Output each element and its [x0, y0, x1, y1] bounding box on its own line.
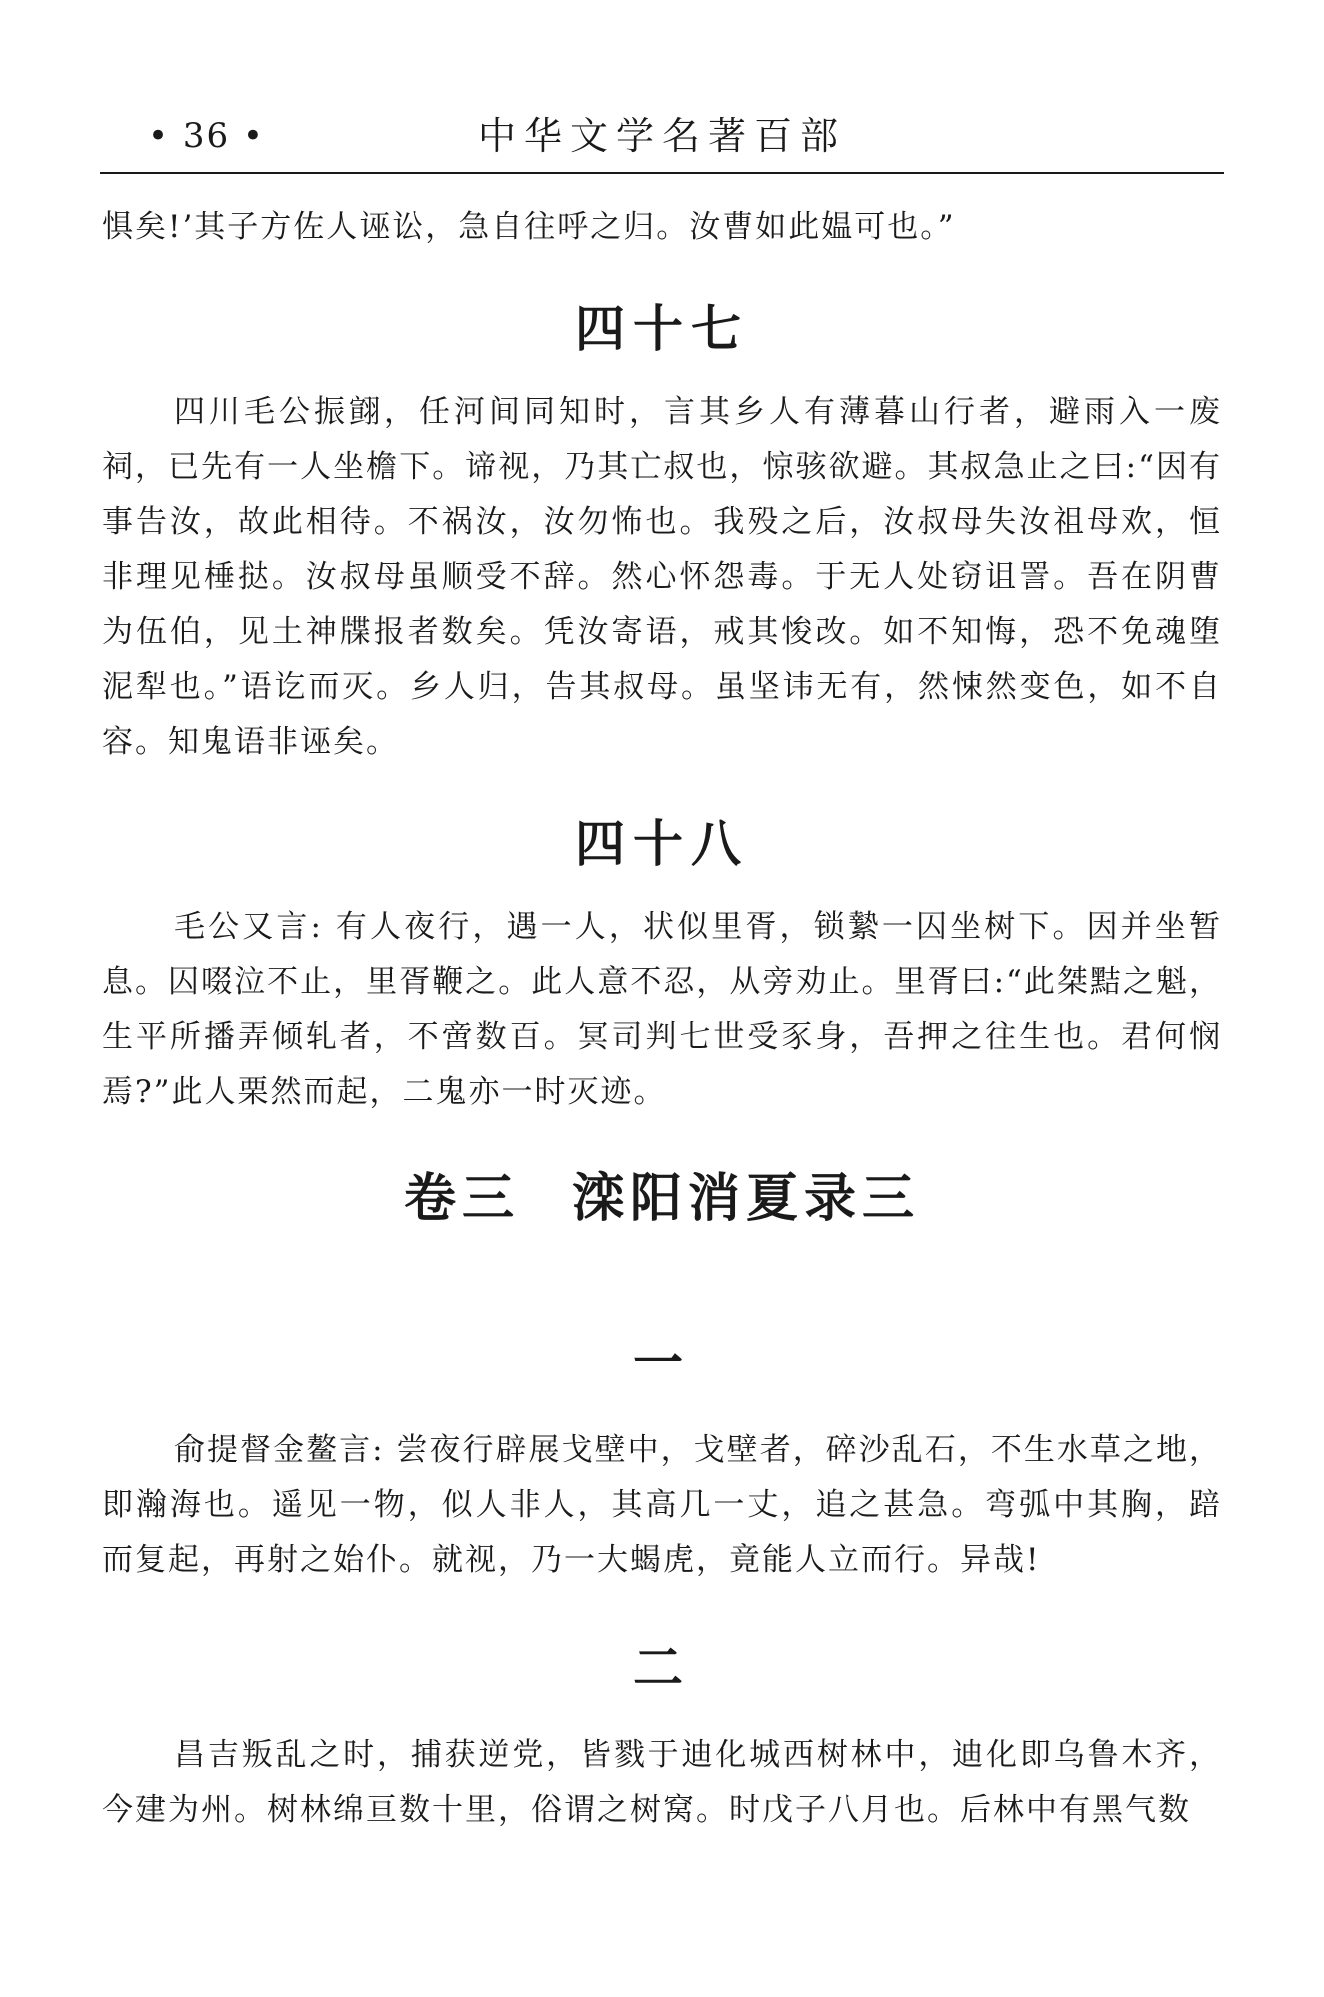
volume-label: 卷三 — [403, 1169, 520, 1229]
section-heading-2: 二 — [633, 1639, 691, 1697]
book-title: 中华文学名著百部 — [477, 114, 846, 158]
section-paragraph-1: 俞提督金鳌言: 尝夜行辟展戈壁中，戈壁者，碎沙乱石，不生水草之地，即瀚海也。遥见一物，似人非人，其高几一丈，追之甚急。弯弧中其胸，踣而复起，再射之始仆。就视，乃一大蝎虎，竟能人立而行。异哉! — [102, 1432, 1222, 1578]
section-paragraph-48: 毛公又言: 有人夜行，遇一人，状似里胥，锁縶一囚坐树下。因并坐暂息。囚啜泣不止，里胥鞭之。此人意不忍，从旁劝止。里胥曰:“此桀黠之魁，生平所播弄倾轧者，不啻数百。冥司判七世受豕身，吾押之往生也。君何悯焉?”此人栗然而起，二鬼亦一时灭迹。 — [102, 909, 1222, 1110]
section-heading-47: 四十七 — [575, 300, 749, 358]
section-heading-48: 四十八 — [575, 815, 749, 873]
volume-heading — [102, 1156, 1222, 1231]
section-paragraph-2: 昌吉叛乱之时，捕获逆党，皆戮于迪化城西树林中，迪化即乌鲁木齐，今建为州。树林绵亘数十里，俗谓之树窝。时戊子八月也。后林中有黑气数 — [102, 1737, 1222, 1828]
opening-paragraph: 惧矣!’其子方佐人诬讼，急自往呼之归。汝曹如此媪可也。” — [102, 209, 956, 245]
section-paragraph-47: 四川毛公振翧，任河间同知时，言其乡人有薄暮山行者，避雨入一废祠，已先有一人坐檐下。谛视，乃其亡叔也，惊骇欲避。其叔急止之曰:“因有事告汝，故此相待。不祸汝，汝勿怖也。我殁之后，汝叔母失汝祖母欢，恒非理见棰挞。汝叔母虽顺受不辞。然心怀怨毒。于无人处窃诅詈。吾在阴曹为伍伯，见土神牒报者数矣。凭汝寄语，戒其悛改。如不知悔，恐不免魂堕泥犁也。”语讫而灭。乡人归，告其叔母。虽坚讳无有，然悚然变色，如不自容。知鬼语非诬矣。 — [102, 394, 1222, 760]
page-number: • 36 • — [148, 116, 265, 156]
section-heading-1: 一 — [633, 1334, 691, 1392]
page-body — [102, 200, 1222, 1838]
volume-title: 滦阳消夏录三 — [572, 1169, 921, 1229]
page-header — [100, 108, 1224, 174]
